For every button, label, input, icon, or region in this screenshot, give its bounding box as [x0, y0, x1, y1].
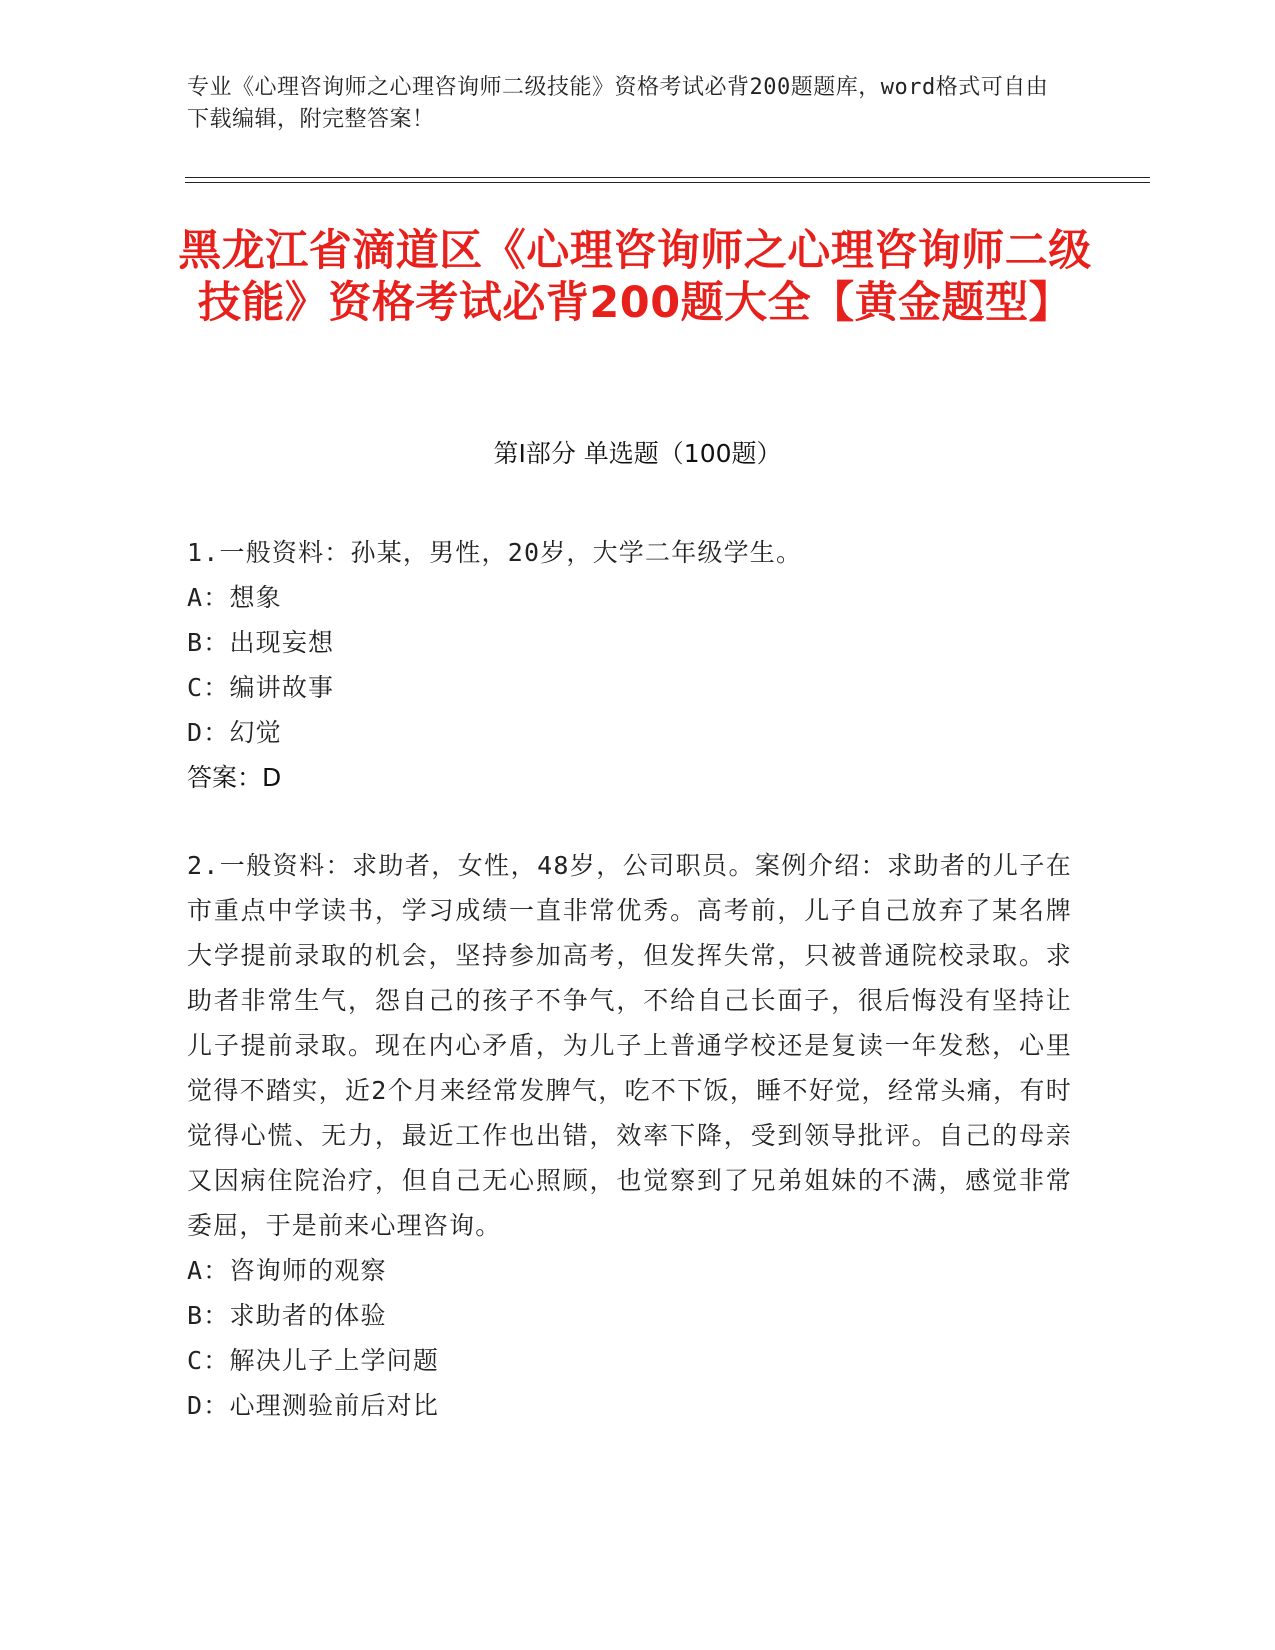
- option-a: A：想象: [187, 583, 282, 612]
- option-c: C：编讲故事: [187, 673, 335, 702]
- question-stem: 2.一般资料：求助者，女性，48岁，公司职员。案例介绍：求助者的儿子在市重点中学读书，学习成绩一直非常优秀。高考前，儿子自己放弃了某名牌大学提前录取的机会，坚持参加高考，但发挥失常，只被普通院校录取。求助者非常生气，怨自己的孩子不争气，不给自己长面子，很后悔没有坚持让儿子提前录取。现在内心矛盾，为儿子上普通学校还是复读一年发愁，心里觉得不踏实，近2个月来经常发脾气，吃不下饭，睡不好觉，经常头痛，有时觉得心慌、无力，最近工作也出错，效率下降，受到领导批评。自己的母亲又因病住院治疗，但自己无心照顾，也觉察到了兄弟姐妹的不满，感觉非常委屈，于是前来心理咨询。: [187, 851, 1072, 1240]
- option-c: C：解决儿子上学问题: [187, 1346, 440, 1375]
- header-note: 专业《心理咨询师之心理咨询师二级技能》资格考试必背200题题库，word格式可自由下载编辑，附完整答案！: [187, 75, 1049, 132]
- header-rule-top: [185, 177, 1150, 178]
- answer: 答案：D: [187, 763, 282, 792]
- option-d: D：幻觉: [187, 718, 282, 747]
- question-1: [187, 530, 1072, 800]
- option-b: B：出现妄想: [187, 628, 335, 657]
- question-stem: 1.一般资料：孙某，男性，20岁，大学二年级学生。: [187, 538, 803, 567]
- header-rule-bottom: [185, 182, 1150, 183]
- question-2: [187, 843, 1072, 1428]
- section-title: 第I部分 单选题（100题）: [493, 439, 782, 468]
- option-d: D：心理测验前后对比: [187, 1391, 440, 1420]
- document-title: 黑龙江省滴道区《心理咨询师之心理咨询师二级技能》资格考试必背200题大全【黄金题型】: [178, 226, 1092, 328]
- option-a: A：咨询师的观察: [187, 1256, 387, 1285]
- option-b: B：求助者的体验: [187, 1301, 387, 1330]
